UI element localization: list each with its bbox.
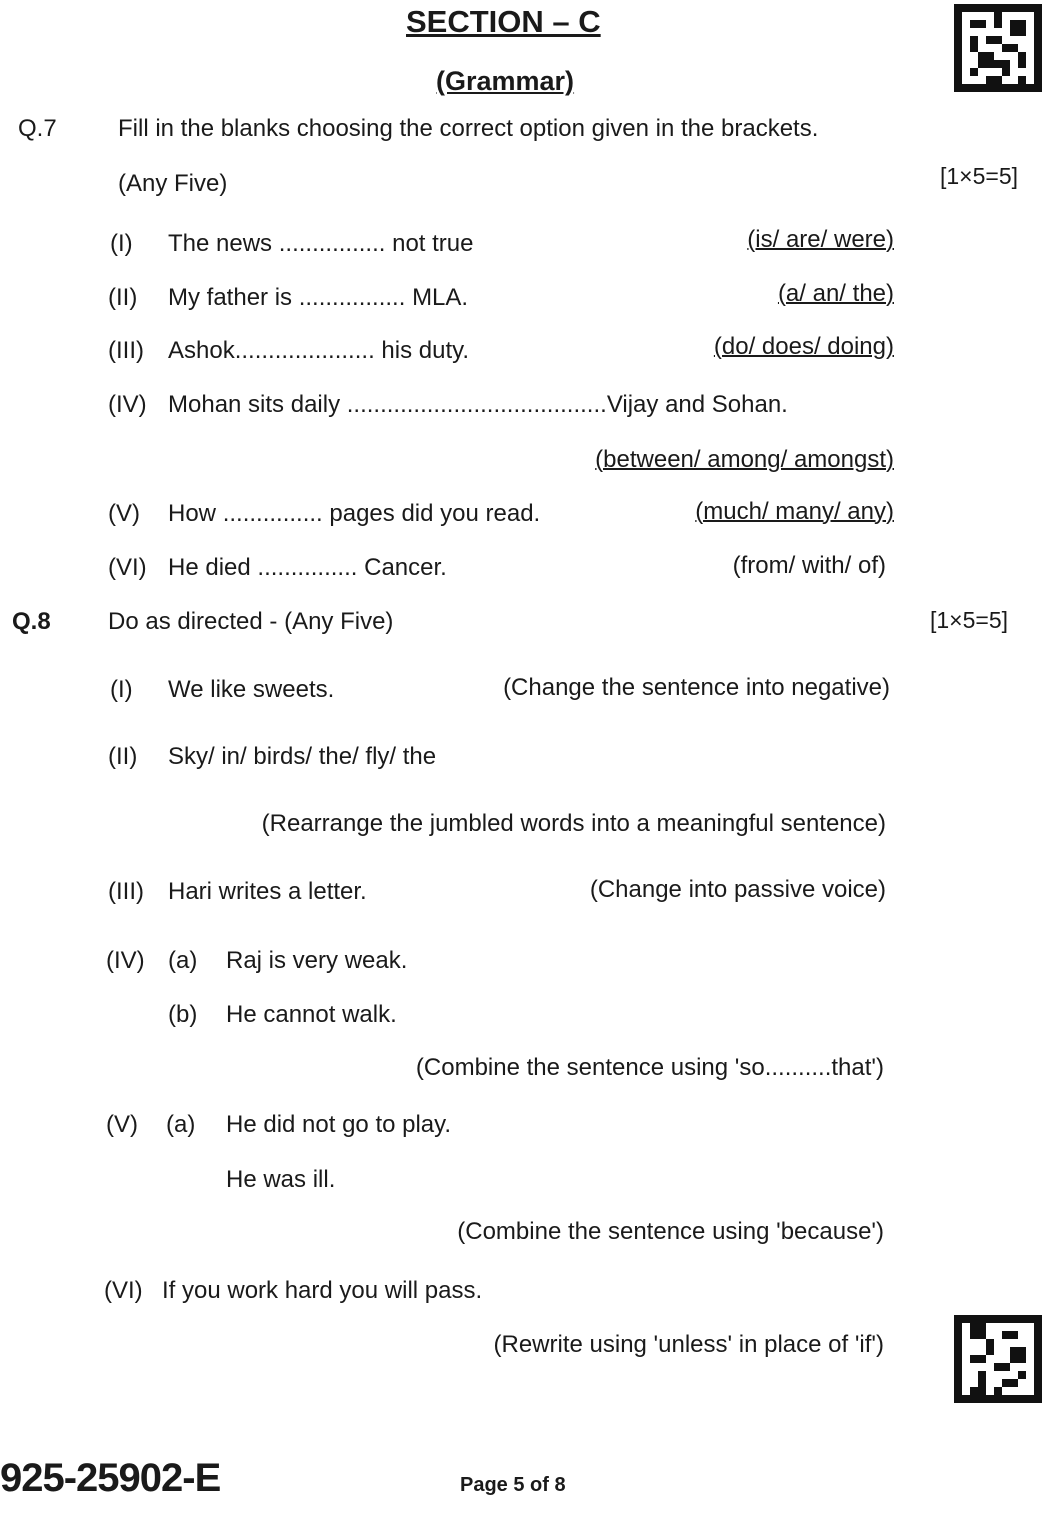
q7-marks: [1×5=5] (940, 163, 1019, 189)
q8-sub-text: He was ill. (226, 1166, 336, 1193)
q7-item-options: (between/ among/ amongst) (595, 446, 894, 473)
q7-item-blank: ................ (298, 284, 406, 311)
paper-code: 925-25902-E (0, 1456, 221, 1500)
q7-item-blank: ................ (278, 230, 386, 257)
q7-item-num: (III) (108, 337, 144, 364)
q8-item-text: If you work hard you will pass. (162, 1277, 483, 1304)
q8-item-direction: (Change the sentence into negative) (503, 674, 890, 701)
q8-item-num: (IV) (106, 947, 145, 974)
q7-item-text (168, 391, 788, 419)
q7-any-five: (Any Five) (118, 170, 228, 197)
q8-item-num: (VI) (104, 1277, 143, 1304)
q8-item-direction: (Rearrange the jumbled words into a meaningful sentence) (261, 810, 886, 837)
q8-item-text: Hari writes a letter. (168, 878, 367, 905)
q7-item-options: (do/ does/ doing) (713, 333, 894, 360)
q7-item-text (168, 554, 447, 582)
q7-item-tail: Cancer. (364, 554, 447, 581)
q7-item-lead: How (168, 500, 217, 527)
q8-instruction: Do as directed - (Any Five) (108, 608, 394, 635)
grammar-subtitle: (Grammar) (436, 66, 575, 96)
q8-item-num: (III) (108, 878, 144, 905)
qr-code-top (954, 2, 1042, 94)
q7-item-blank: ..................... (234, 337, 375, 364)
q7-item-lead: Ashok (168, 337, 235, 364)
q7-item-tail: his duty. (381, 337, 470, 364)
q7-item-num: (II) (108, 284, 138, 311)
q8-sub-text: He did not go to play. (226, 1111, 452, 1138)
q7-item-text (168, 284, 468, 312)
q8-item-direction: (Rewrite using 'unless' in place of 'if') (493, 1331, 884, 1358)
q8-sub-text: He cannot walk. (226, 1001, 397, 1028)
q7-item-lead: He died (168, 554, 251, 581)
q7-item-text (168, 337, 469, 365)
q7-number: Q.7 (18, 115, 57, 142)
q8-item-num: (I) (110, 676, 133, 703)
section-title: SECTION – C (406, 4, 601, 39)
q7-item-options: (much/ many/ any) (695, 498, 894, 525)
q7-item-tail: pages did you read. (329, 500, 541, 527)
q7-item-options: (is/ are/ were) (747, 226, 894, 253)
q7-item-blank: ............... (257, 554, 358, 581)
q7-item-text (168, 230, 473, 258)
q8-item-num: (V) (106, 1111, 138, 1138)
q8-item-num: (II) (108, 743, 138, 770)
q8-item-direction: (Change into passive voice) (589, 876, 886, 903)
q7-item-tail: not true (392, 230, 474, 257)
q7-item-blank: ....................................... (346, 391, 607, 418)
q8-item-direction: (Combine the sentence using 'so..........that') (415, 1054, 884, 1081)
q7-item-text (168, 500, 540, 528)
q7-item-num: (IV) (108, 391, 147, 418)
page-number: Page 5 of 8 (460, 1474, 566, 1496)
q8-item-direction: (Combine the sentence using 'because') (457, 1218, 884, 1245)
qr-code-bottom (954, 1313, 1042, 1405)
q8-sub-text: Raj is very weak. (226, 947, 408, 974)
q8-sub-label: (a) (168, 947, 198, 974)
q7-item-lead: Mohan sits daily (168, 391, 341, 418)
q8-item-text: Sky/ in/ birds/ the/ fly/ the (168, 743, 437, 770)
q8-item-text: We like sweets. (168, 676, 335, 703)
q7-item-num: (I) (110, 230, 133, 257)
q7-item-num: (V) (108, 500, 140, 527)
q7-item-tail: Vijay and Sohan. (606, 391, 788, 418)
q8-number: Q.8 (12, 608, 51, 635)
q7-item-options: (a/ an/ the) (777, 280, 894, 307)
q7-item-tail: MLA. (412, 284, 469, 311)
q7-item-blank: ............... (222, 500, 323, 527)
q7-item-lead: The news (168, 230, 273, 257)
q8-sub-label: (a) (166, 1111, 196, 1138)
q7-item-lead: My father is (168, 284, 293, 311)
q7-instruction: Fill in the blanks choosing the correct option given in the brackets. (118, 115, 819, 142)
q7-item-options: (from/ with/ of) (732, 552, 886, 579)
q8-sub-label: (b) (168, 1001, 198, 1028)
q8-marks: [1×5=5] (930, 607, 1009, 633)
q7-item-num: (VI) (108, 554, 147, 581)
